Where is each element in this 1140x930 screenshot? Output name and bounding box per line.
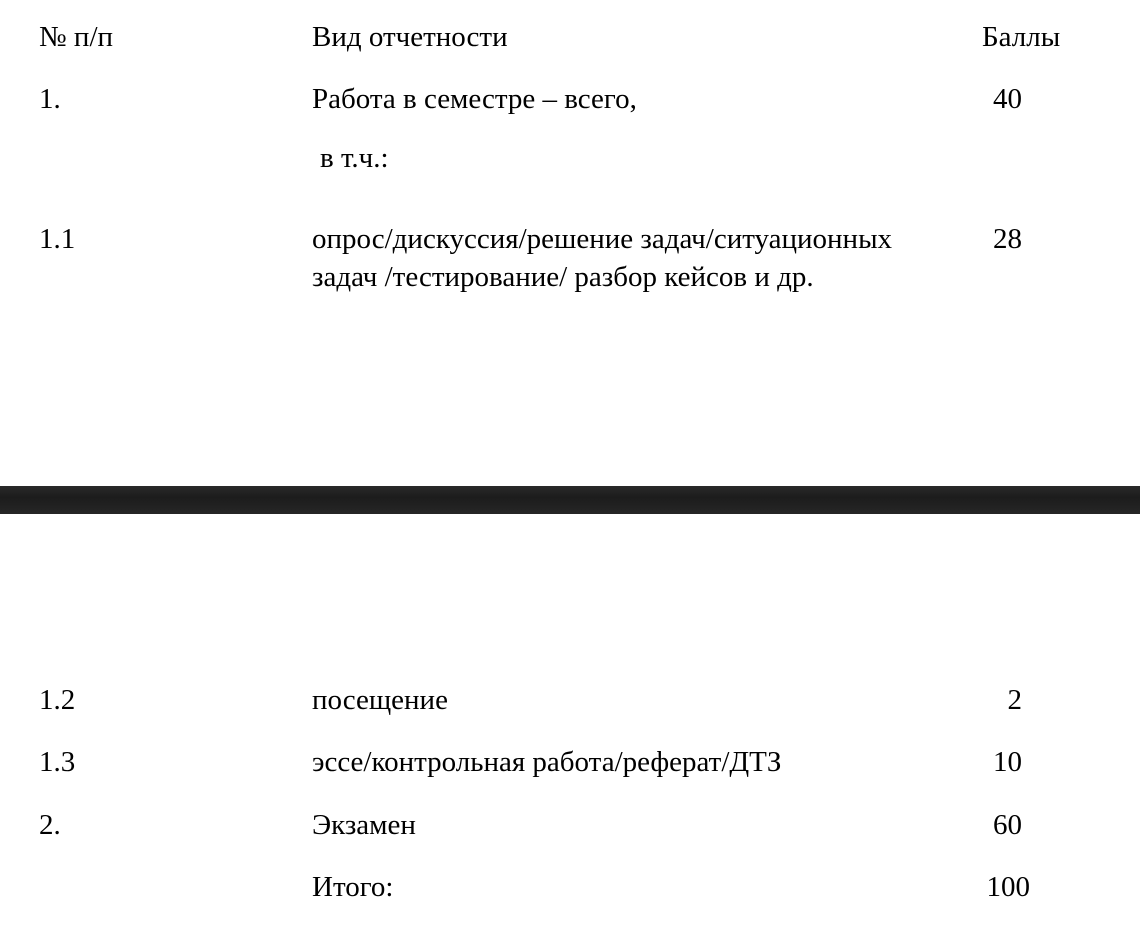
row-2-score: 60: [993, 809, 1022, 841]
total-label: Итого:: [312, 871, 394, 903]
header-score: Баллы: [982, 21, 1061, 53]
row-1-2-num: 1.2: [39, 684, 76, 716]
document-page-bottom: [0, 514, 1140, 930]
header-type: Вид отчетности: [312, 21, 508, 53]
row-2-num: 2.: [39, 809, 61, 841]
row-1-1-type-line-1: опрос/дискуссия/решение задач/ситуационных: [312, 223, 893, 255]
row-2-type: Экзамен: [312, 809, 416, 841]
row-1-2-score: 2: [1007, 684, 1022, 716]
row-1-type: Работа в семестре – всего,: [312, 83, 637, 115]
row-1-3-num: 1.3: [39, 746, 76, 778]
page-break-gap: [0, 486, 1140, 514]
row-1-2-type: посещение: [312, 684, 448, 716]
row-1-1-num: 1.1: [39, 223, 76, 255]
row-1-1-score: 28: [993, 223, 1022, 255]
header-num: № п/п: [39, 21, 114, 53]
row-1-3-score: 10: [993, 746, 1022, 778]
row-1-score: 40: [993, 83, 1022, 115]
total-score: 100: [986, 871, 1030, 903]
row-1-num: 1.: [39, 83, 61, 115]
row-subtotal-label: в т.ч.:: [320, 142, 389, 174]
row-1-1-type-line-2: задач /тестирование/ разбор кейсов и др.: [312, 261, 814, 293]
row-1-3-type: эссе/контрольная работа/реферат/ДТЗ: [312, 746, 782, 778]
